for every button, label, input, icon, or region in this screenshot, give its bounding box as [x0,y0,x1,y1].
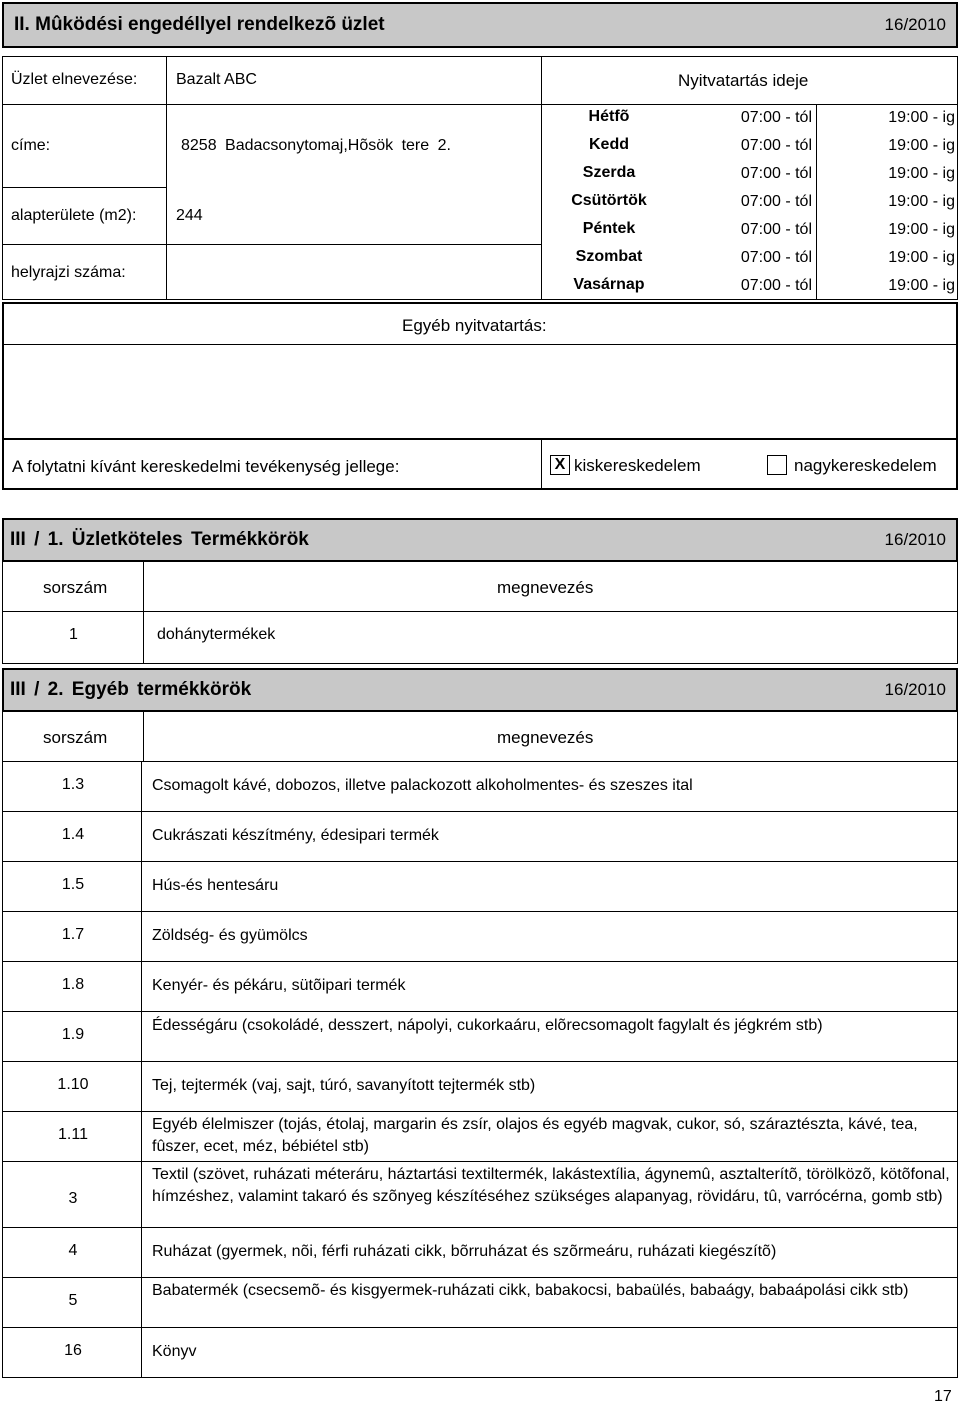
section-number: 16/2010 [884,15,946,34]
table-row [2,1012,958,1062]
wholesale-label: nagykereskedelem [794,456,937,475]
open-from: 07:00 - tól [677,104,817,132]
col-header-number: sorszám [43,578,108,597]
shop-name-value: Bazalt ABC [176,71,257,88]
day-name: Vasárnap [573,276,645,293]
table-row-name: Babatermék (csecsemõ- és kisgyermek-ruházati cikk, babakocsi, babaülés, babaágy, babaápolási cikk stb) [152,1282,909,1299]
table-row [2,1162,958,1228]
number-cell [2,1228,142,1277]
shop-plot-label: helyrajzi száma: [11,264,126,281]
retail-checkbox[interactable]: X [550,455,570,475]
opening-hours-row [541,272,957,300]
table-row-name: Csomagolt kávé, dobozos, illetve palackozott alkoholmentes- és szeszes ital [152,777,693,794]
table-row-name: dohánytermékek [157,626,276,643]
open-from: 07:00 - tól [677,216,817,244]
activity-label: A folytatni kívánt kereskedelmi tevékenység jellege: [12,457,400,476]
open-to: 19:00 - ig [888,109,955,126]
table-row [2,862,958,912]
col-header-name: megnevezés [497,578,594,597]
table-row-name: Tej, tejtermék (vaj, sajt, túró, savanyított tejtermék stb) [152,1077,536,1094]
open-from: 07:00 - tól [677,272,817,300]
shop-address-label: címe: [11,137,51,154]
section-header-ii [2,2,958,48]
opening-hours-row [541,188,957,216]
table-row-name: Ruházat (gyermek, nõi, férfi ruházati cikk, bõrruházat és szõrmeáru, ruházati kiegészítõ) [152,1243,777,1260]
number-cell [2,762,142,811]
table-row-name: Kenyér- és pékáru, sütõipari termék [152,977,406,994]
table-row-name: Cukrászati készítmény, édesipari termék [152,827,439,844]
table-row [2,1062,958,1112]
shop-address-value: 8258 Badacsonytomaj,Hõsök tere 2. [181,137,451,154]
open-to: 19:00 - ig [888,249,955,266]
number-cell [2,812,142,861]
section-header-iii-1 [2,518,958,562]
open-to: 19:00 - ig [888,137,955,154]
open-from: 07:00 - tól [677,160,817,188]
shop-area-label: alapterülete (m2): [11,207,137,224]
opening-hours-row [541,104,957,132]
open-to: 19:00 - ig [888,221,955,238]
table-row [2,1112,958,1162]
opening-hours-title: Nyitvatartás ideje [678,71,809,90]
other-hours-label: Egyéb nyitvatartás: [402,316,547,335]
wholesale-checkbox[interactable] [767,455,787,475]
table-row-number: 1.9 [61,1026,85,1043]
section-title: III / 2. Egyéb termékkörök [10,679,252,700]
page-number: 17 [934,1388,952,1405]
open-from: 07:00 - tól [677,188,817,216]
day-name: Hétfõ [588,108,630,125]
opening-hours-row [541,160,957,188]
open-to: 19:00 - ig [888,193,955,210]
day-name: Szerda [582,164,636,181]
day-name: Péntek [582,220,636,237]
shop-area-value: 244 [176,207,203,224]
opening-hours-row [541,244,957,272]
table-row-number: 1.4 [61,826,85,843]
opening-hours-row [541,132,957,160]
retail-label: kiskereskedelem [574,456,701,475]
open-from: 07:00 - tól [677,244,817,272]
table-row-number: 5 [68,1292,78,1309]
section-header-iii-2 [2,668,958,712]
table-row-number: 16 [64,1342,82,1359]
shop-name-label: Üzlet elnevezése: [11,71,138,88]
open-from: 07:00 - tól [677,132,817,160]
section-number: 16/2010 [884,530,946,549]
day-name: Csütörtök [571,192,647,209]
table-row-number: 1.8 [61,976,85,993]
other-hours-box [2,302,958,440]
day-name: Szombat [575,248,643,265]
table-row-number: 3 [68,1190,78,1207]
table-row [2,762,958,812]
open-to: 19:00 - ig [888,277,955,294]
table-right-border [957,762,958,1378]
table-row-name: Egyéb élelmiszer (tojás, étolaj, margarin és zsír, olajos és egyéb magvak, cukor, só, száraztészta, kávé, tea, fûszer, ecet, méz, bébiétel stb) [152,1116,918,1155]
number-cell [2,1012,142,1061]
number-cell [2,962,142,1011]
table-row-number: 4 [68,1242,78,1259]
table-row-number: 1.5 [61,876,85,893]
table-row [2,1228,958,1278]
opening-hours-row [541,216,957,244]
number-cell [2,1328,142,1377]
table-iii-2-header [2,712,958,762]
table-row [2,962,958,1012]
number-cell [2,1112,142,1161]
table-row-name: Textil (szövet, ruházati méteráru, háztartási textiltermék, lakástextília, ágynemû, asztalterítõ, törölközõ, kötõfonal, hímzéshez, valamint takaró és szõnyeg készítéséhez szükséges alapanyag, rövidáru, tû, varrócérna, gomb stb) [152,1166,950,1205]
table-row [2,1278,958,1328]
table-row [2,1328,958,1378]
number-cell [2,1062,142,1111]
col-header-number: sorszám [43,728,108,747]
number-cell [2,912,142,961]
col-header-name: megnevezés [497,728,594,747]
table-row-name: Zöldség- és gyümölcs [152,927,308,944]
table-row-name: Könyv [152,1343,197,1360]
day-name: Kedd [589,136,629,153]
table-row-name: Hús-és hentesáru [152,877,279,894]
activity-row [2,440,958,490]
number-cell [2,1278,142,1327]
table-row-number: 1.3 [61,776,85,793]
table-row-number: 1.7 [61,926,85,943]
table-row-number: 1 [69,626,78,643]
table-row-number: 1.11 [58,1126,88,1143]
table-iii-1 [2,562,958,664]
table-row-name: Édességáru (csokoládé, desszert, nápolyi, cukorkaáru, elõrecsomagolt fagylalt és jégkrém stb) [152,1017,823,1034]
open-to: 19:00 - ig [888,165,955,182]
number-cell [2,1162,142,1227]
number-cell [2,862,142,911]
table-row [2,912,958,962]
table-row [2,812,958,862]
section-number: 16/2010 [884,680,946,699]
section-title: III / 1. Üzletköteles Termékkörök [10,529,309,550]
section-title: II. Mûködési engedéllyel rendelkezõ üzlet [14,14,385,35]
table-row-number: 1.10 [57,1076,89,1093]
